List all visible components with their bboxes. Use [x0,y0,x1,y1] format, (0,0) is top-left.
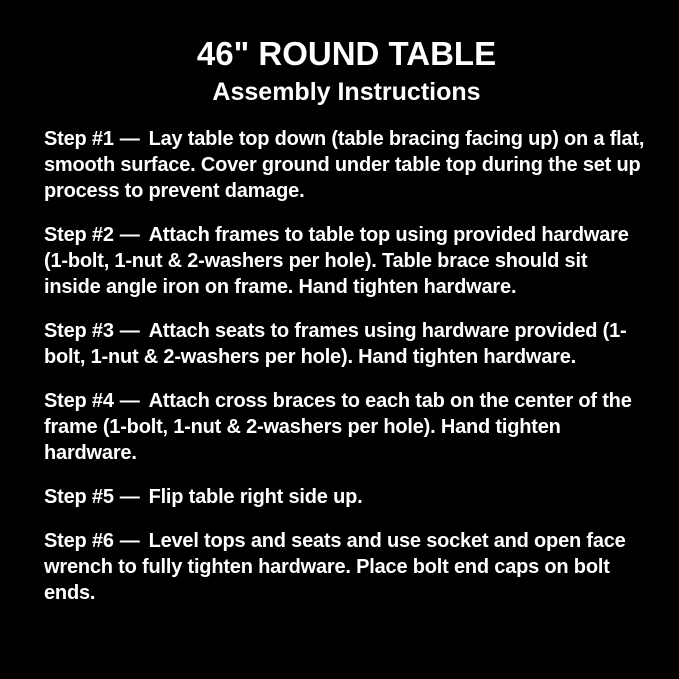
step-text: Flip table right side up. [148,486,363,508]
step-dash: — [119,486,140,508]
step-item-3 [44,318,649,370]
step-item-1 [44,126,649,204]
page-title: 46" ROUND TABLE [196,35,497,72]
step-dash: — [119,530,140,552]
step-text: Lay table top down (table bracing facing up) on a flat, smooth surface. Cover ground under table top during the set up process to prevent damage. [44,128,645,202]
step-dash: — [119,128,140,150]
steps-list [44,126,649,606]
step-label: Step #3 [44,320,114,342]
step-label: Step #1 [44,128,114,150]
step-label: Step #6 [44,530,114,552]
step-label: Step #5 [44,486,114,508]
step-text: Attach cross braces to each tab on the center of the frame (1-bolt, 1-nut & 2-washers per hole). Hand tighten hardware. [44,390,632,464]
step-text: Attach seats to frames using hardware provided (1-bolt, 1-nut & 2-washers per hole). Hand tighten hardware. [44,320,627,368]
page-subtitle: Assembly Instructions [212,78,481,106]
step-dash: — [119,320,140,342]
step-label: Step #4 [44,390,114,412]
step-text: Level tops and seats and use socket and open face wrench to fully tighten hardware. Place bolt end caps on bolt ends. [44,530,626,604]
step-item-6 [44,528,649,606]
step-item-5 [44,484,649,510]
step-label: Step #2 [44,224,114,246]
step-text: Attach frames to table top using provided hardware (1-bolt, 1-nut & 2-washers per hole). Table brace should sit inside angle iron on frame. Hand tighten hardware. [44,224,629,298]
step-dash: — [119,390,140,412]
step-dash: — [119,224,140,246]
step-item-4 [44,388,649,466]
header [44,36,649,106]
step-item-2 [44,222,649,300]
